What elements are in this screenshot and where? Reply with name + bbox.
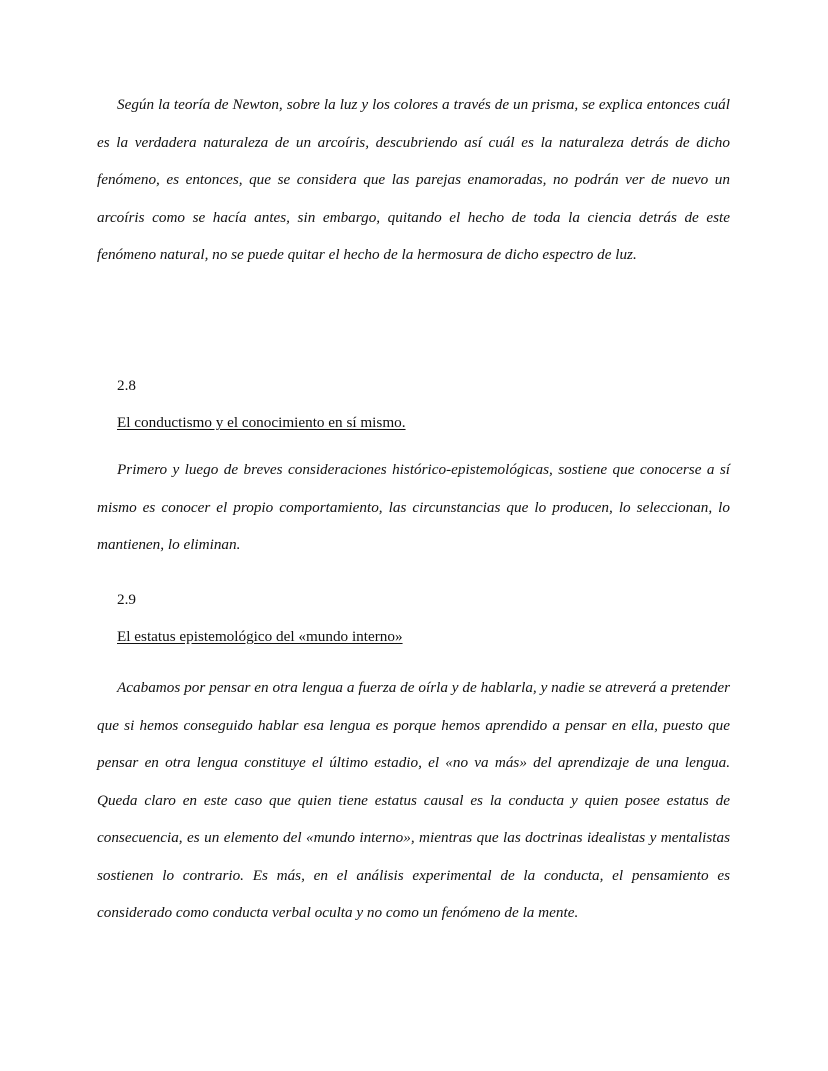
- section-title-2-9: El estatus epistemológico del «mundo interno»: [117, 628, 403, 645]
- section-number-2-8: 2.8: [117, 377, 136, 394]
- section-title-2-8: El conductismo y el conocimiento en sí mismo.: [117, 414, 406, 431]
- section-number-2-9: 2.9: [117, 591, 136, 608]
- section-body-2-9: Acabamos por pensar en otra lengua a fuerza de oírla y de hablarla, y nadie se atreverá a pretender que si hemos conseguido hablar esa lengua es porque hemos aprendido a pensar en ella, puesto que pensar en otra lengua constituye el último estadio, el «no va más» del aprendizaje de una lengua. Queda claro en este caso que quien tiene estatus causal es la conducta y quien posee estatus de consecuencia, es un elemento del «mundo interno», mientras que las doctrinas idealistas y mentalistas sostienen lo contrario. Es más, en el análisis experimental de la conducta, el pensamiento es considerado como conducta verbal oculta y no como un fenómeno de la mente.: [97, 679, 730, 921]
- section-body-2-8: Primero y luego de breves consideraciones histórico-epistemológicas, sostiene que conocerse a sí mismo es conocer el propio comportamiento, las circunstancias que lo producen, lo seleccionan, lo mantienen, lo eliminan.: [97, 461, 730, 553]
- paragraph-newton-rainbow: Según la teoría de Newton, sobre la luz y los colores a través de un prisma, se explica entonces cuál es la verdadera naturaleza de un arcoíris, descubriendo así cuál es la naturaleza detrás de dicho fenómeno, es entonces, que se considera que las parejas enamoradas, no podrán ver de nuevo un arcoíris como se hacía antes, sin embargo, quitando el hecho de toda la ciencia detrás de este fenómeno natural, no se puede quitar el hecho de la hermosura de dicho espectro de luz.: [97, 96, 730, 263]
